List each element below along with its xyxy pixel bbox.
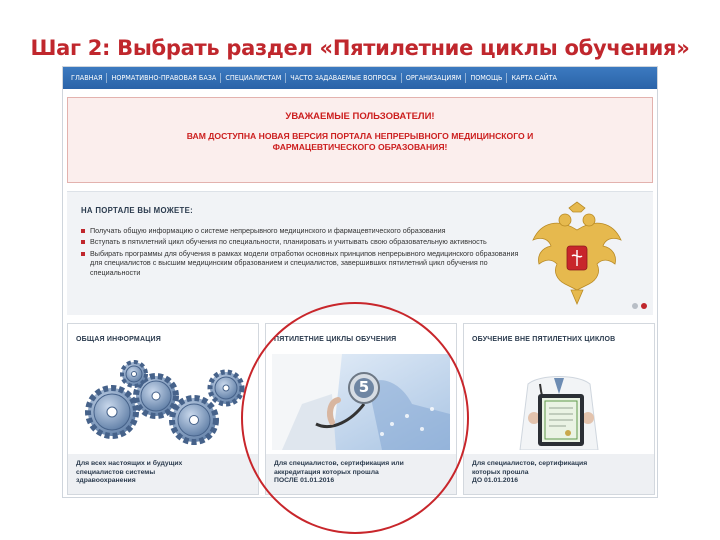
caption-line: аккредитация которых прошла bbox=[274, 468, 379, 476]
caption-line: которых прошла bbox=[472, 468, 529, 476]
slider-dot-1[interactable] bbox=[632, 303, 638, 309]
caption-line: Для специалистов, сертификация или bbox=[274, 460, 404, 467]
feature-text: Выбирать программы для обучения в рамках модели отработки основных принципов непрерывного медицинского образования для специалистов с высшим медицинским образованием и специалистов, завершивших пятилетний цикл обучения по специальности bbox=[90, 248, 519, 277]
card-general-info[interactable] bbox=[67, 323, 259, 495]
caption-line: Для всех настоящих и будущих bbox=[76, 460, 183, 467]
feature-text: Получать общую информацию о системе непрерывного медицинского и фармацевтического образования bbox=[90, 226, 446, 235]
caption-line: ПОСЛЕ 01.01.2016 bbox=[274, 477, 335, 485]
banner-text: ВАМ ДОСТУПНА НОВАЯ ВЕРСИЯ ПОРТАЛА НЕПРЕРЫВНОГО МЕДИЦИНСКОГО И ФАРМАЦЕВТИЧЕСКОГО ОБРАЗОВАНИЯ! bbox=[186, 131, 534, 152]
feature-text: Вступать в пятилетний цикл обучения по специальности, планировать и учитывать свою образовательную активность bbox=[90, 237, 487, 247]
stethoscope-number: 5 bbox=[358, 378, 370, 396]
features-block bbox=[67, 191, 653, 315]
top-navigation bbox=[63, 67, 658, 89]
nav-legal-base[interactable]: НОРМАТИВНО-ПРАВОВАЯ БАЗА bbox=[107, 73, 221, 83]
announcement-banner bbox=[67, 97, 653, 183]
doctor-tablet-image bbox=[470, 354, 648, 450]
gears-icon bbox=[74, 354, 252, 450]
bullet-icon bbox=[81, 240, 85, 244]
card-title: ОБУЧЕНИЕ ВНЕ ПЯТИЛЕТНИХ ЦИКЛОВ bbox=[472, 336, 616, 343]
tablet-certificate-icon bbox=[470, 354, 648, 450]
list-item bbox=[81, 249, 521, 277]
banner-title: УВАЖАЕМЫЕ ПОЛЬЗОВАТЕЛИ! bbox=[285, 111, 435, 122]
card-title: ПЯТИЛЕТНИЕ ЦИКЛЫ ОБУЧЕНИЯ bbox=[274, 336, 397, 343]
bullet-icon bbox=[81, 229, 85, 233]
card-caption bbox=[266, 454, 456, 494]
portal-screenshot bbox=[62, 66, 658, 498]
nav-help[interactable]: ПОМОЩЬ bbox=[466, 73, 507, 83]
nav-faq[interactable]: ЧАСТО ЗАДАВАЕМЫЕ ВОПРОСЫ bbox=[286, 73, 401, 83]
slider-dot-2[interactable] bbox=[641, 303, 647, 309]
nav-organizations[interactable]: ОРГАНИЗАЦИЯМ bbox=[402, 73, 467, 83]
caption-line: здравоохранения bbox=[76, 477, 136, 485]
list-item bbox=[81, 226, 521, 235]
card-caption bbox=[68, 454, 258, 494]
doctor-stethoscope-image bbox=[272, 354, 450, 450]
nav-home[interactable]: ГЛАВНАЯ bbox=[67, 73, 107, 83]
slide-title: Шаг 2: Выбрать раздел «Пятилетние циклы обучения» bbox=[30, 36, 690, 60]
slider-dots bbox=[632, 303, 647, 309]
features-heading: НА ПОРТАЛЕ ВЫ МОЖЕТЕ: bbox=[81, 206, 194, 215]
card-five-year-cycles[interactable] bbox=[265, 323, 457, 495]
stethoscope-icon bbox=[272, 354, 450, 450]
ministry-emblem-icon bbox=[529, 200, 625, 310]
gears-image bbox=[74, 354, 252, 450]
nav-specialists[interactable]: СПЕЦИАЛИСТАМ bbox=[221, 73, 286, 83]
card-outside-cycles[interactable] bbox=[463, 323, 655, 495]
caption-line: Для специалистов, сертификация bbox=[472, 460, 588, 467]
card-caption bbox=[464, 454, 654, 494]
features-list bbox=[81, 226, 521, 279]
caption-line: специалистов системы bbox=[76, 468, 156, 476]
bullet-icon bbox=[81, 252, 85, 256]
list-item bbox=[81, 237, 521, 246]
nav-sitemap[interactable]: КАРТА САЙТА bbox=[511, 73, 557, 82]
caption-line: ДО 01.01.2016 bbox=[472, 477, 519, 485]
card-title: ОБЩАЯ ИНФОРМАЦИЯ bbox=[76, 336, 161, 343]
